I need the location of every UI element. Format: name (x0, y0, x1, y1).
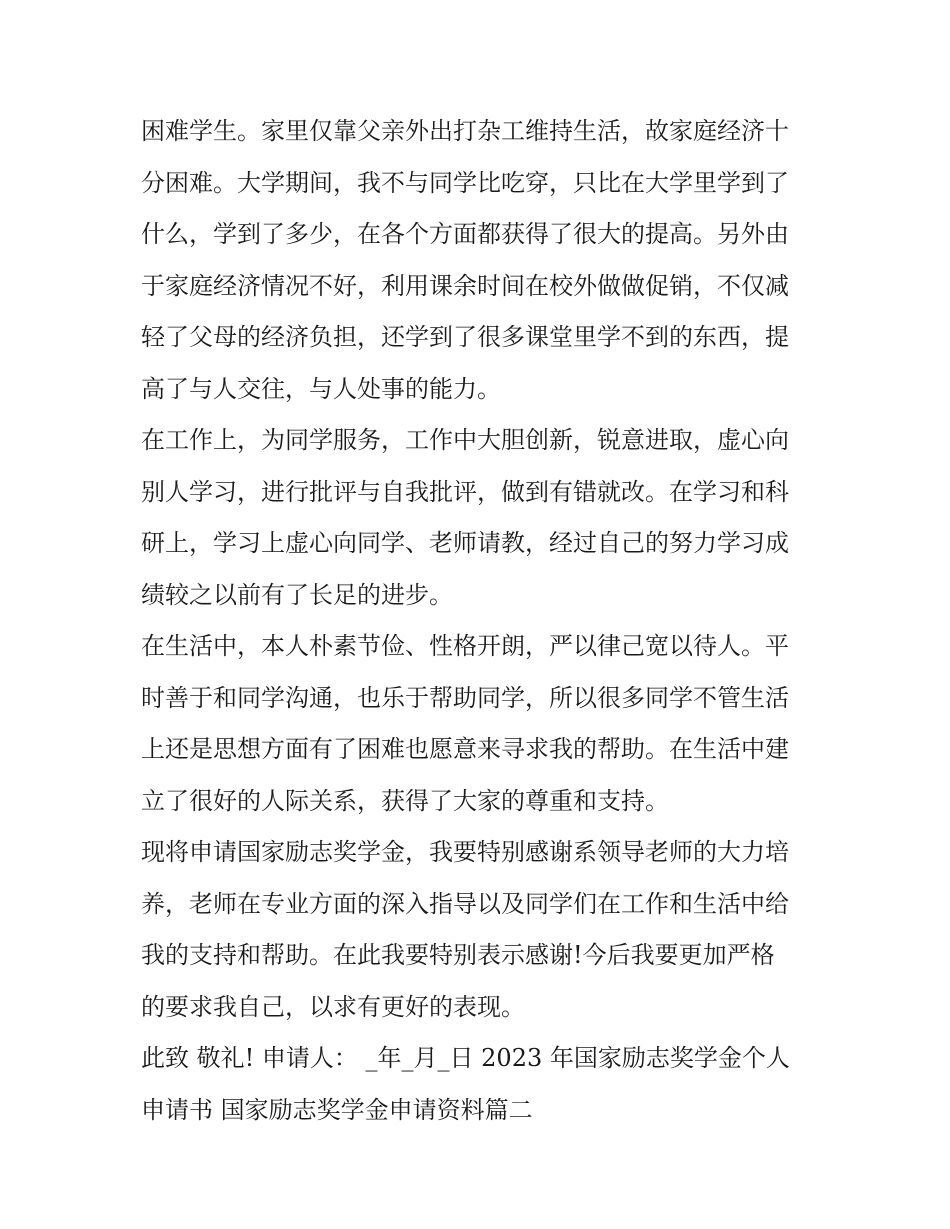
text-line: 高了与人交往，与人处事的能力。 (141, 374, 501, 403)
text-line: 时善于和同学沟通，也乐于帮助同学，所以很多同学不管生活 (141, 683, 789, 712)
text-line: 研上，学习上虚心向同学、老师请教，经过自己的努力学习成 (141, 529, 789, 557)
text-line: 绩较之以前有了长足的进步。 (141, 580, 453, 609)
text-line: 在工作上，为同学服务，工作中大胆创新，锐意进取，虚心向 (141, 426, 789, 454)
text-line: 困难学生。家里仅靠父亲外出打杂工维持生活，故家庭经济十 (141, 117, 789, 145)
text-line: 分困难。大学期间，我不与同学比吃穿，只比在大学里学到了 (141, 168, 789, 197)
text-line: 的要求我自己，以求有更好的表现。 (141, 992, 525, 1021)
text-line: 于家庭经济情况不好，利用课余时间在校外做做促销，不仅减 (141, 271, 789, 300)
text-line: 此致 敬礼! 申请人： _年_月_日 2023 年国家励志奖学金个人 (141, 1044, 790, 1072)
text-line: 上还是思想方面有了困难也愿意来寻求我的帮助。在生活中建 (141, 735, 789, 763)
text-line: 在生活中，本人朴素节俭、性格开朗，严以律己宽以待人。平 (141, 632, 789, 660)
text-line: 我的支持和帮助。在此我要特别表示感谢!今后我要更加严格 (141, 941, 775, 969)
text-line: 什么，学到了多少，在各个方面都获得了很大的提高。另外由 (141, 220, 789, 248)
text-line: 养，老师在专业方面的深入指导以及同学们在工作和生活中给 (141, 889, 789, 918)
text-line: 申请书 国家励志奖学金申请资料篇二 (141, 1095, 533, 1124)
text-line: 轻了父母的经济负担，还学到了很多课堂里学不到的东西，提 (141, 323, 789, 351)
text-line: 现将申请国家励志奖学金，我要特别感谢系领导老师的大力培 (141, 838, 789, 866)
text-line: 立了很好的人际关系，获得了大家的尊重和支持。 (141, 786, 669, 815)
text-line: 别人学习，进行批评与自我批评，做到有错就改。在学习和科 (141, 477, 789, 506)
document-body (141, 109, 821, 1139)
